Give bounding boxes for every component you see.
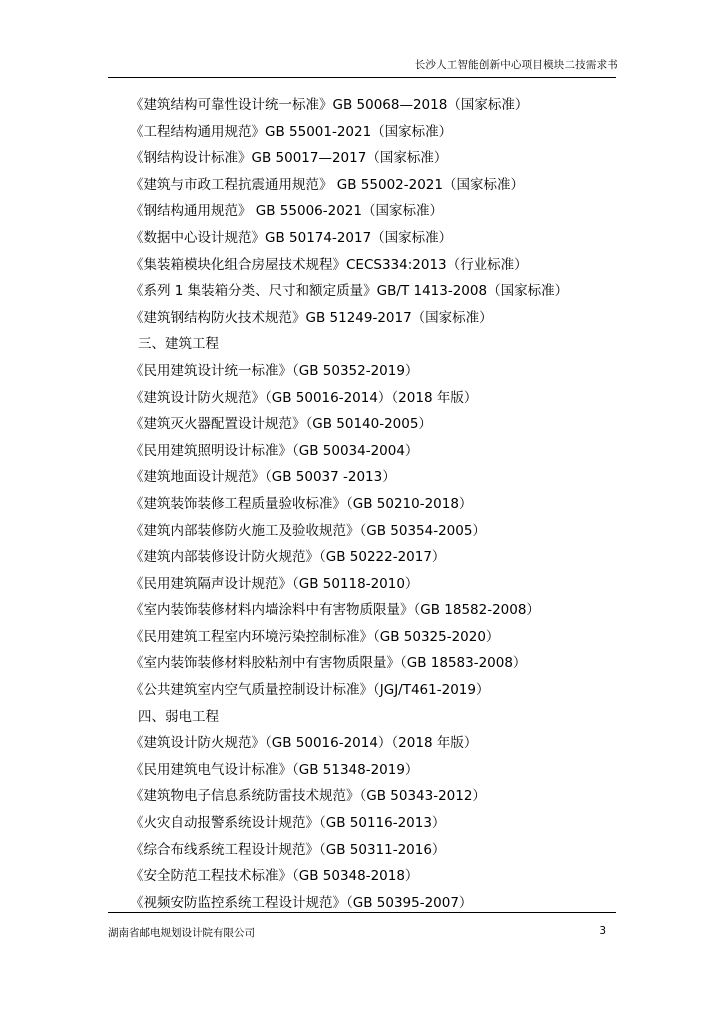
standards-list-item: 《钢结构设计标准》GB 50017—2017（国家标准） (130, 150, 448, 167)
standards-list-item: 《数据中心设计规范》GB 50174-2017（国家标准） (130, 229, 453, 246)
standards-list-item: 《建筑钢结构防火技术规范》GB 51249-2017（国家标准） (130, 309, 493, 326)
standards-list-item: 《民用建筑设计统一标准》（GB 50352-2019） (130, 362, 419, 379)
standards-list-item: 《建筑与市政工程抗震通用规范》 GB 55002-2021（国家标准） (130, 176, 524, 193)
standards-list-item: 《民用建筑电气设计标准》（GB 51348-2019） (130, 761, 419, 778)
standards-list-item: 《室内装饰装修材料胶粘剂中有害物质限量》（GB 18583-2008） (130, 655, 527, 672)
standards-list-item: 《建筑结构可靠性设计统一标准》GB 50068—2018（国家标准） (130, 97, 529, 113)
standards-list-item: 《建筑地面设计规范》（GB 50037 -2013） (130, 469, 396, 486)
page-number: 3 (599, 925, 606, 937)
footer-divider (108, 912, 616, 913)
standards-list-item: 《民用建筑工程室内环境污染控制标准》（GB 50325-2020） (130, 628, 500, 645)
standards-list-item: 《建筑灭火器配置设计规范》（GB 50140-2005） (130, 416, 432, 433)
standards-list-item: 《建筑设计防火规范》（GB 50016-2014）（2018 年版） (130, 389, 478, 406)
standards-list-item: 《建筑物电子信息系统防雷技术规范》（GB 50343-2012） (130, 788, 486, 805)
standards-list-item: 《公共建筑室内空气质量控制设计标准》（JGJ/T461-2019） (130, 682, 490, 699)
section-heading-weak-current: 四、弱电工程 (138, 708, 219, 725)
standards-list-item: 《建筑内部装修防火施工及验收规范》（GB 50354-2005） (130, 522, 486, 539)
standards-list-item: 《综合布线系统工程设计规范》（GB 50311-2016） (130, 841, 446, 858)
standards-list-item: 《系列 1 集装箱分类、尺寸和额定质量》GB/T 1413-2008（国家标准） (130, 283, 569, 300)
standards-list-item: 《工程结构通用规范》GB 55001-2021（国家标准） (130, 123, 453, 140)
standards-list-item: 《民用建筑照明设计标准》（GB 50034-2004） (130, 442, 419, 459)
standards-list-item: 《民用建筑隔声设计规范》（GB 50118-2010） (130, 575, 419, 592)
standards-list-item: 《建筑装饰装修工程质量验收标准》（GB 50210-2018） (130, 495, 473, 512)
standards-list-item: 《视频安防监控系统工程设计规范》（GB 50395-2007） (130, 894, 473, 911)
footer-organization: 湖南省邮电规划设计院有限公司 (108, 927, 255, 939)
standards-list-item: 《集装箱模块化组合房屋技术规程》CECS334:2013（行业标准） (130, 256, 528, 273)
page-header-title: 长沙人工智能创新中心项目模块二技需求书 (414, 59, 618, 71)
document-body (0, 92, 724, 916)
standards-list-item: 《建筑设计防火规范》（GB 50016-2014）（2018 年版） (130, 735, 478, 752)
standards-list-item: 《建筑内部装修设计防火规范》（GB 50222-2017） (130, 549, 446, 566)
header-divider (108, 77, 616, 78)
standards-list-item: 《室内装饰装修材料内墙涂料中有害物质限量》（GB 18582-2008） (130, 602, 540, 619)
standards-list-item: 《安全防范工程技术标准》（GB 50348-2018） (130, 868, 419, 885)
standards-list-item: 《火灾自动报警系统设计规范》（GB 50116-2013） (130, 815, 446, 832)
section-heading-architecture: 三、建筑工程 (138, 336, 219, 353)
standards-list-item: 《钢结构通用规范》 GB 55006-2021（国家标准） (130, 203, 443, 220)
